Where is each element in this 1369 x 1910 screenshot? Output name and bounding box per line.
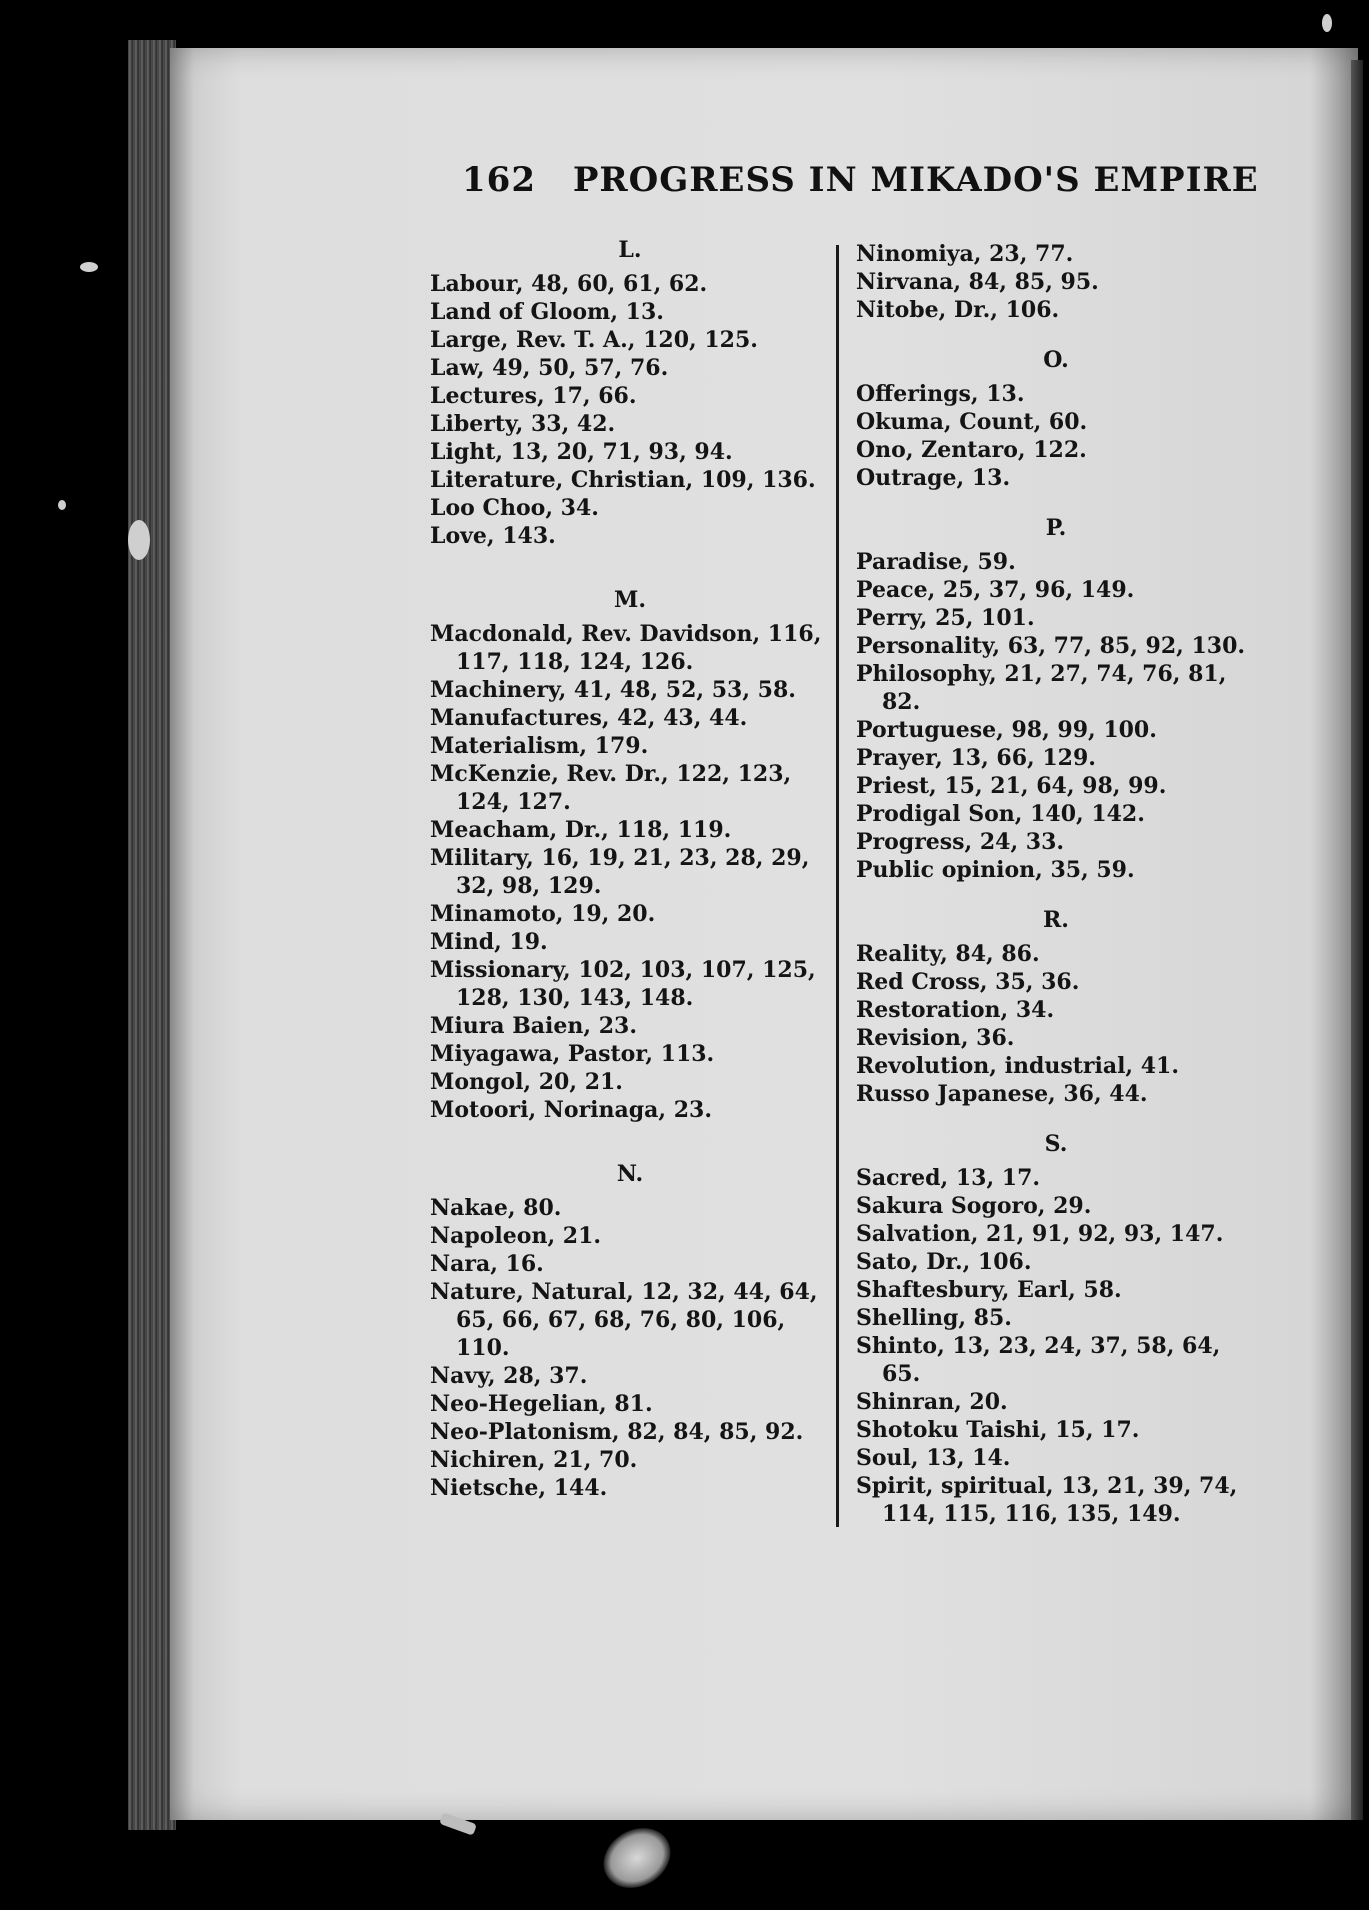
index-entry: Nature, Natural, 12, 32, 44, 64, 65, 66, 67, 68, 76, 80, 106, 110. [430,1279,818,1361]
index-entry: Land of Gloom, 13. [430,299,664,325]
section-gap [856,1108,1256,1122]
index-entry: Nichiren, 21, 70. [430,1447,638,1473]
page-right-edge [1351,60,1363,1820]
index-entry: Shotoku Taishi, 15, 17. [856,1417,1140,1443]
index-entry: Russo Japanese, 36, 44. [856,1081,1148,1107]
section-letter-o: O. [1043,347,1069,373]
page-fore-edge [128,40,176,1830]
index-entry: Materialism, 179. [430,733,649,759]
index-entry: Spirit, spiritual, 13, 21, 39, 74, 114, 115, 116, 135, 149. [856,1473,1238,1527]
section-gap [856,324,1256,338]
index-entry: Neo-Platonism, 82, 84, 85, 92. [430,1419,804,1445]
index-entry: Outrage, 13. [856,465,1011,491]
index-entry: Philosophy, 21, 27, 74, 76, 81, 82. [856,661,1227,715]
index-entry: Public opinion, 35, 59. [856,857,1135,883]
index-entry: Minamoto, 19, 20. [430,901,656,927]
index-column-right [856,240,1256,1528]
index-entry: Miura Baien, 23. [430,1013,638,1039]
index-entry: Liberty, 33, 42. [430,411,616,437]
index-entry: Love, 143. [430,523,556,549]
running-header [462,160,1259,200]
index-entry: Shinran, 20. [856,1389,1008,1415]
page-number: 162 [462,160,536,200]
index-entry: Personality, 63, 77, 85, 92, 130. [856,633,1246,659]
index-entry: Nara, 16. [430,1251,544,1277]
index-entry: Law, 49, 50, 57, 76. [430,355,669,381]
index-entry: Nitobe, Dr., 106. [856,297,1060,323]
index-entry: McKenzie, Rev. Dr., 122, 123, 124, 127. [430,761,792,815]
section-letter-s: S. [1044,1131,1068,1157]
index-entry: Napoleon, 21. [430,1223,602,1249]
index-entry: Reality, 84, 86. [856,941,1040,967]
index-entry: Lectures, 17, 66. [430,383,637,409]
section-gap [856,884,1256,898]
index-entry: Prayer, 13, 66, 129. [856,745,1096,771]
index-entry: Missionary, 102, 103, 107, 125, 128, 130, 143, 148. [430,957,816,1011]
index-entry: Ninomiya, 23, 77. [856,241,1074,267]
index-entry: Shelling, 85. [856,1305,1012,1331]
scan-speck [58,500,66,510]
index-entry: Portuguese, 98, 99, 100. [856,717,1157,743]
index-entry: Ono, Zentaro, 122. [856,437,1087,463]
section-gap [430,550,830,578]
scan-blemish [593,1816,682,1899]
index-entry: Offerings, 13. [856,381,1025,407]
section-letter-m: M. [613,587,646,613]
index-entry: Nirvana, 84, 85, 95. [856,269,1099,295]
index-column-left [430,228,830,1502]
section-gap [430,1124,830,1152]
index-entry: Priest, 15, 21, 64, 98, 99. [856,773,1167,799]
index-entry: Sacred, 13, 17. [856,1165,1041,1191]
section-gap [856,492,1256,506]
index-entry: Revision, 36. [856,1025,1015,1051]
index-entry: Neo-Hegelian, 81. [430,1391,653,1417]
index-entry: Navy, 28, 37. [430,1363,588,1389]
scan-speck [128,520,150,560]
index-entry: Literature, Christian, 109, 136. [430,467,816,493]
index-entry: Soul, 13, 14. [856,1445,1011,1471]
index-entry: Military, 16, 19, 21, 23, 28, 29, 32, 98, 129. [430,845,810,899]
index-entry: Nietsche, 144. [430,1475,608,1501]
index-entry: Meacham, Dr., 118, 119. [430,817,732,843]
section-letter-r: R. [1043,907,1069,933]
index-entry: Shaftesbury, Earl, 58. [856,1277,1122,1303]
index-entry: Mind, 19. [430,929,548,955]
index-entry: Mongol, 20, 21. [430,1069,623,1095]
column-divider [836,245,839,1527]
section-letter-n: N. [616,1161,644,1187]
index-entry: Macdonald, Rev. Davidson, 116, 117, 118, 124, 126. [430,621,822,675]
index-entry: Light, 13, 20, 71, 93, 94. [430,439,733,465]
index-entry: Revolution, industrial, 41. [856,1053,1180,1079]
index-entry: Peace, 25, 37, 96, 149. [856,577,1135,603]
running-title: PROGRESS IN MIKADO'S EMPIRE [572,160,1259,200]
index-entry: Labour, 48, 60, 61, 62. [430,271,708,297]
index-entry: Salvation, 21, 91, 92, 93, 147. [856,1221,1224,1247]
index-entry: Progress, 24, 33. [856,829,1065,855]
scan-speck [1322,14,1332,32]
index-entry: Nakae, 80. [430,1195,562,1221]
index-entry: Prodigal Son, 140, 142. [856,801,1145,827]
index-entry: Machinery, 41, 48, 52, 53, 58. [430,677,796,703]
index-entry: Miyagawa, Pastor, 113. [430,1041,715,1067]
index-entry: Sato, Dr., 106. [856,1249,1032,1275]
index-entry: Manufactures, 42, 43, 44. [430,705,748,731]
index-entry: Loo Choo, 34. [430,495,599,521]
index-entry: Red Cross, 35, 36. [856,969,1080,995]
index-entry: Restoration, 34. [856,997,1055,1023]
section-letter-p: P. [1045,515,1067,541]
index-entry: Sakura Sogoro, 29. [856,1193,1092,1219]
index-entry: Motoori, Norinaga, 23. [430,1097,713,1123]
index-entry: Shinto, 13, 23, 24, 37, 58, 64, 65. [856,1333,1221,1387]
index-entry: Perry, 25, 101. [856,605,1035,631]
index-entry: Paradise, 59. [856,549,1016,575]
section-letter-l: L. [618,237,642,263]
index-entry: Large, Rev. T. A., 120, 125. [430,327,758,353]
index-entry: Okuma, Count, 60. [856,409,1088,435]
scan-speck [80,262,98,272]
